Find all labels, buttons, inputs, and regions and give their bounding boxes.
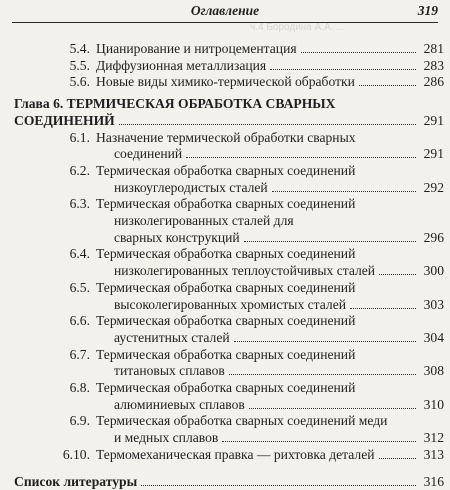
toc-section-title: Новые виды химико-термической обработки xyxy=(96,74,355,90)
toc-section-title: соединений xyxy=(114,146,183,162)
toc-leader-dots xyxy=(244,241,416,242)
toc-leader-dots xyxy=(119,124,416,125)
toc-section-title: высоколегированных хромистых сталей xyxy=(114,296,347,312)
toc-page-number: 310 xyxy=(423,396,444,412)
toc-page-number: 291 xyxy=(423,112,444,128)
toc-leader-dots xyxy=(234,341,416,342)
toc-section-title: Термическая обработка сварных соединений xyxy=(96,162,356,178)
toc-section-title: Термомеханическая правка — рихтовка деталей xyxy=(96,446,375,462)
bleed-through: ч.4 Бородина А.А. ... xyxy=(250,22,345,33)
toc-section-number: 6.7. xyxy=(69,346,90,362)
toc-page-number: 308 xyxy=(423,363,444,379)
toc-section-title: Термическая обработка сварных соединений xyxy=(96,196,356,212)
toc-leader-dots xyxy=(301,52,416,53)
toc-section-number: 6.8. xyxy=(69,380,90,395)
toc-page-number: 300 xyxy=(423,263,444,279)
toc-section-title: алюминиевых сплавов xyxy=(114,396,245,412)
toc-section-number: 6.1. xyxy=(69,129,90,145)
toc-section-title: Назначение термической обработки сварных xyxy=(96,129,356,145)
toc-section-title: низколегированных сталей для xyxy=(114,213,294,228)
toc-page-number: 316 xyxy=(423,473,444,489)
toc-section-title: Термическая обработка сварных соединений xyxy=(96,380,356,395)
toc-section-number: 5.4. xyxy=(69,41,90,56)
toc-page-number: 281 xyxy=(423,41,444,56)
toc-section-title: Диффузионная металлизация xyxy=(96,57,267,73)
toc-section-title: и медных сплавов xyxy=(114,430,219,446)
toc-section-title: Термическая обработка сварных соединений xyxy=(96,279,356,295)
toc-page-number: 303 xyxy=(423,296,444,312)
toc-page-number: 291 xyxy=(423,146,444,162)
toc-section-number: 6.4. xyxy=(69,246,90,262)
toc-section-title: Термическая обработка сварных соединений xyxy=(96,246,356,262)
toc-chapter-title: СОЕДИНЕНИЙ xyxy=(14,112,115,128)
toc-section-title: титановых сплавов xyxy=(114,363,225,379)
running-header-title: Оглавление xyxy=(190,3,260,18)
toc-leader-dots xyxy=(272,191,416,192)
toc-leader-dots xyxy=(186,157,416,158)
toc-section-title: Термическая обработка сварных соединений меди xyxy=(96,413,388,429)
toc-leader-dots xyxy=(359,85,416,86)
toc-leader-dots xyxy=(379,274,416,275)
toc-page-number: 312 xyxy=(423,430,444,446)
toc-section-number: 5.6. xyxy=(69,74,90,90)
toc-leader-dots xyxy=(350,308,416,309)
toc-leader-dots xyxy=(229,374,416,375)
toc-page-number: 286 xyxy=(423,74,444,90)
toc-page-number: 304 xyxy=(423,329,444,345)
toc-section-number: 5.5. xyxy=(69,57,90,73)
toc-leader-dots xyxy=(249,408,416,409)
toc-section-title: Термическая обработка сварных соединений xyxy=(96,313,356,329)
toc-page-number: 296 xyxy=(423,229,444,245)
toc-leader-dots xyxy=(141,485,416,486)
toc-section-title: низкоуглеродистых сталей xyxy=(114,179,268,195)
toc-page-number: 292 xyxy=(423,179,444,195)
toc-section-title: сварных конструкций xyxy=(114,229,240,245)
running-header-page-number: 319 xyxy=(417,3,438,18)
toc-section-number: 6.3. xyxy=(69,196,90,212)
toc-leader-dots xyxy=(222,441,416,442)
toc-section-number: 6.10. xyxy=(62,446,90,462)
toc-section-title: аустенитных сталей xyxy=(114,329,230,345)
toc-section-title: Термическая обработка сварных соединений xyxy=(96,346,356,362)
toc-leader-dots xyxy=(270,69,416,70)
toc-page-number: 283 xyxy=(423,57,444,73)
toc-page-number: 313 xyxy=(423,446,444,462)
toc-leader-dots xyxy=(379,458,416,459)
toc-chapter-title: Глава 6. ТЕРМИЧЕСКАЯ ОБРАБОТКА СВАРНЫХ xyxy=(14,96,336,112)
toc-bibliography-title: Список литературы xyxy=(14,473,138,489)
toc-section-number: 6.6. xyxy=(69,313,90,329)
toc-section-number: 6.9. xyxy=(69,413,90,429)
toc-section-number: 6.5. xyxy=(69,279,90,295)
toc-section-title: Цианирование и нитроцементация xyxy=(96,41,297,56)
toc-section-title: низколегированных теплоустойчивых сталей xyxy=(114,263,376,279)
toc-section-number: 6.2. xyxy=(69,162,90,178)
